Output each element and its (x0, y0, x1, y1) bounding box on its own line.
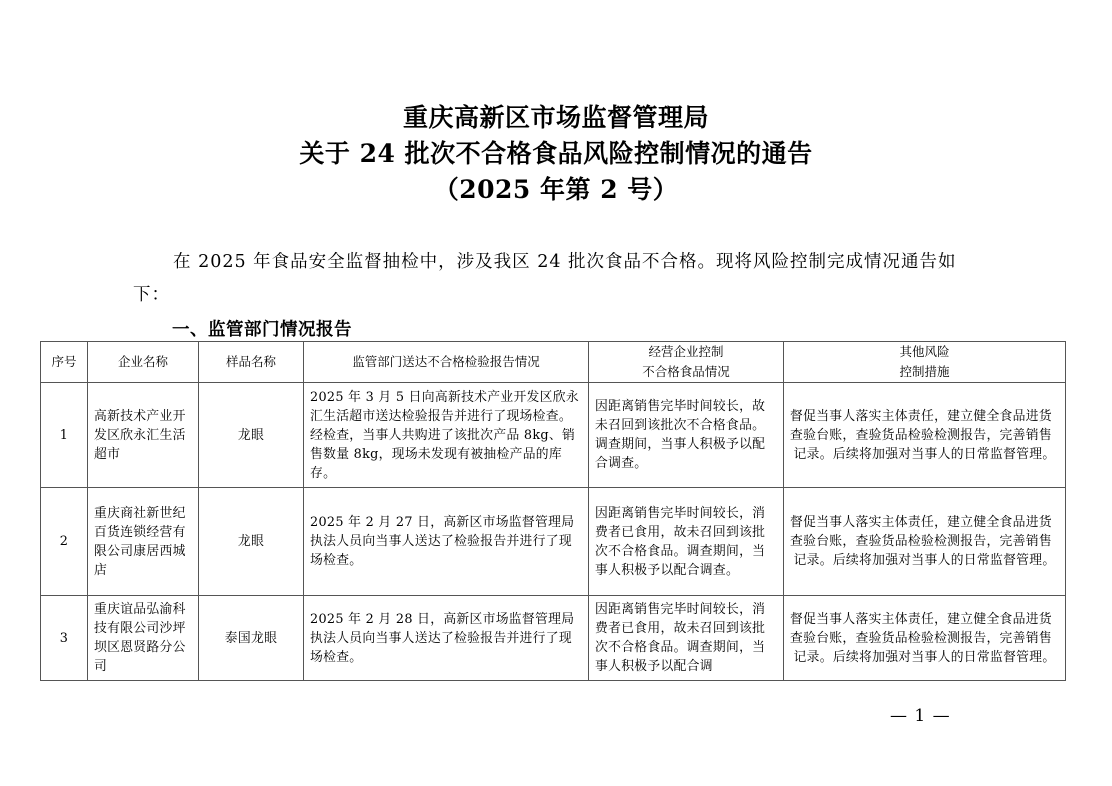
cell-other-measures: 督促当事人落实主体责任，建立健全食品进货查验台账，查验货品检验检测报告，完善销售记录。后续将加强对当事人的日常监督管理。 (784, 596, 1066, 681)
cell-business-control: 因距离销售完毕时间较长，故未召回到该批次不合格食品。调查期间，当事人积极予以配合调查。 (589, 383, 784, 488)
cell-report: 2025 年 2 月 27 日，高新区市场监督管理局执法人员向当事人送达了检验报告并进行了现场检查。 (304, 488, 589, 596)
cell-report: 2025 年 3 月 5 日向高新技术产业开发区欣永汇生活超市送达检验报告并进行了现场检查。经检查，当事人共购进了该批次产品 8kg、销售数量 8kg，现场未发现有被抽检产品的库存。 (304, 383, 589, 488)
header-other-measures (784, 342, 1066, 383)
header-report: 监管部门送达不合格检验报告情况 (304, 342, 589, 383)
cell-sample: 泰国龙眼 (199, 596, 304, 681)
cell-report: 2025 年 2 月 28 日，高新区市场监督管理局执法人员向当事人送达了检验报告并进行了现场检查。 (304, 596, 589, 681)
cell-sample: 龙眼 (199, 383, 304, 488)
cell-company: 重庆谊品弘渝科技有限公司沙坪坝区恩贤路分公司 (88, 596, 199, 681)
header-company: 企业名称 (88, 342, 199, 383)
header-other-measures-line1: 其他风险 (899, 344, 950, 359)
cell-other-measures: 督促当事人落实主体责任，建立健全食品进货查验台账，查验货品检验检测报告，完善销售记录。后续将加强对当事人的日常监督管理。 (784, 488, 1066, 596)
header-sample: 样品名称 (199, 342, 304, 383)
header-business-control-line1: 经营企业控制 (648, 344, 724, 359)
header-business-control-line2: 不合格食品情况 (642, 364, 730, 379)
table-row (41, 596, 1066, 681)
page-number: — 1 — (890, 706, 951, 726)
cell-sample: 龙眼 (199, 488, 304, 596)
header-other-measures-line2: 控制措施 (899, 364, 950, 379)
title-line-subject: 关于 24 批次不合格食品风险控制情况的通告 (299, 139, 813, 168)
header-business-control (589, 342, 784, 383)
header-no: 序号 (41, 342, 88, 383)
cell-no: 1 (41, 383, 88, 488)
cell-no: 3 (41, 596, 88, 681)
table-row (41, 383, 1066, 488)
section-heading: 一、监管部门情况报告 (172, 320, 352, 340)
title-line-number: （2025 年第 2 号） (433, 175, 679, 204)
cell-no: 2 (41, 488, 88, 596)
cell-company: 重庆商社新世纪百货连锁经营有限公司康居西城店 (88, 488, 199, 596)
cell-other-measures: 督促当事人落实主体责任，建立健全食品进货查验台账，查验货品检验检测报告，完善销售记录。后续将加强对当事人的日常监督管理。 (784, 383, 1066, 488)
cell-company: 高新技术产业开发区欣永汇生活超市 (88, 383, 199, 488)
cell-business-control: 因距离销售完毕时间较长，消费者已食用，故未召回到该批次不合格食品。调查期间，当事人积极予以配合调 (589, 596, 784, 681)
table-row (41, 488, 1066, 596)
table-header-row (41, 342, 1066, 383)
title-line-agency: 重庆高新区市场监督管理局 (402, 103, 709, 132)
cell-business-control: 因距离销售完毕时间较长，消费者已食用，故未召回到该批次不合格食品。调查期间，当事人积极予以配合调查。 (589, 488, 784, 596)
intro-paragraph: 在 2025 年食品安全监督抽检中，涉及我区 24 批次食品不合格。现将风险控制完成情况通告如下： (133, 252, 957, 305)
document-title (0, 100, 1112, 208)
risk-control-table (40, 341, 1066, 681)
